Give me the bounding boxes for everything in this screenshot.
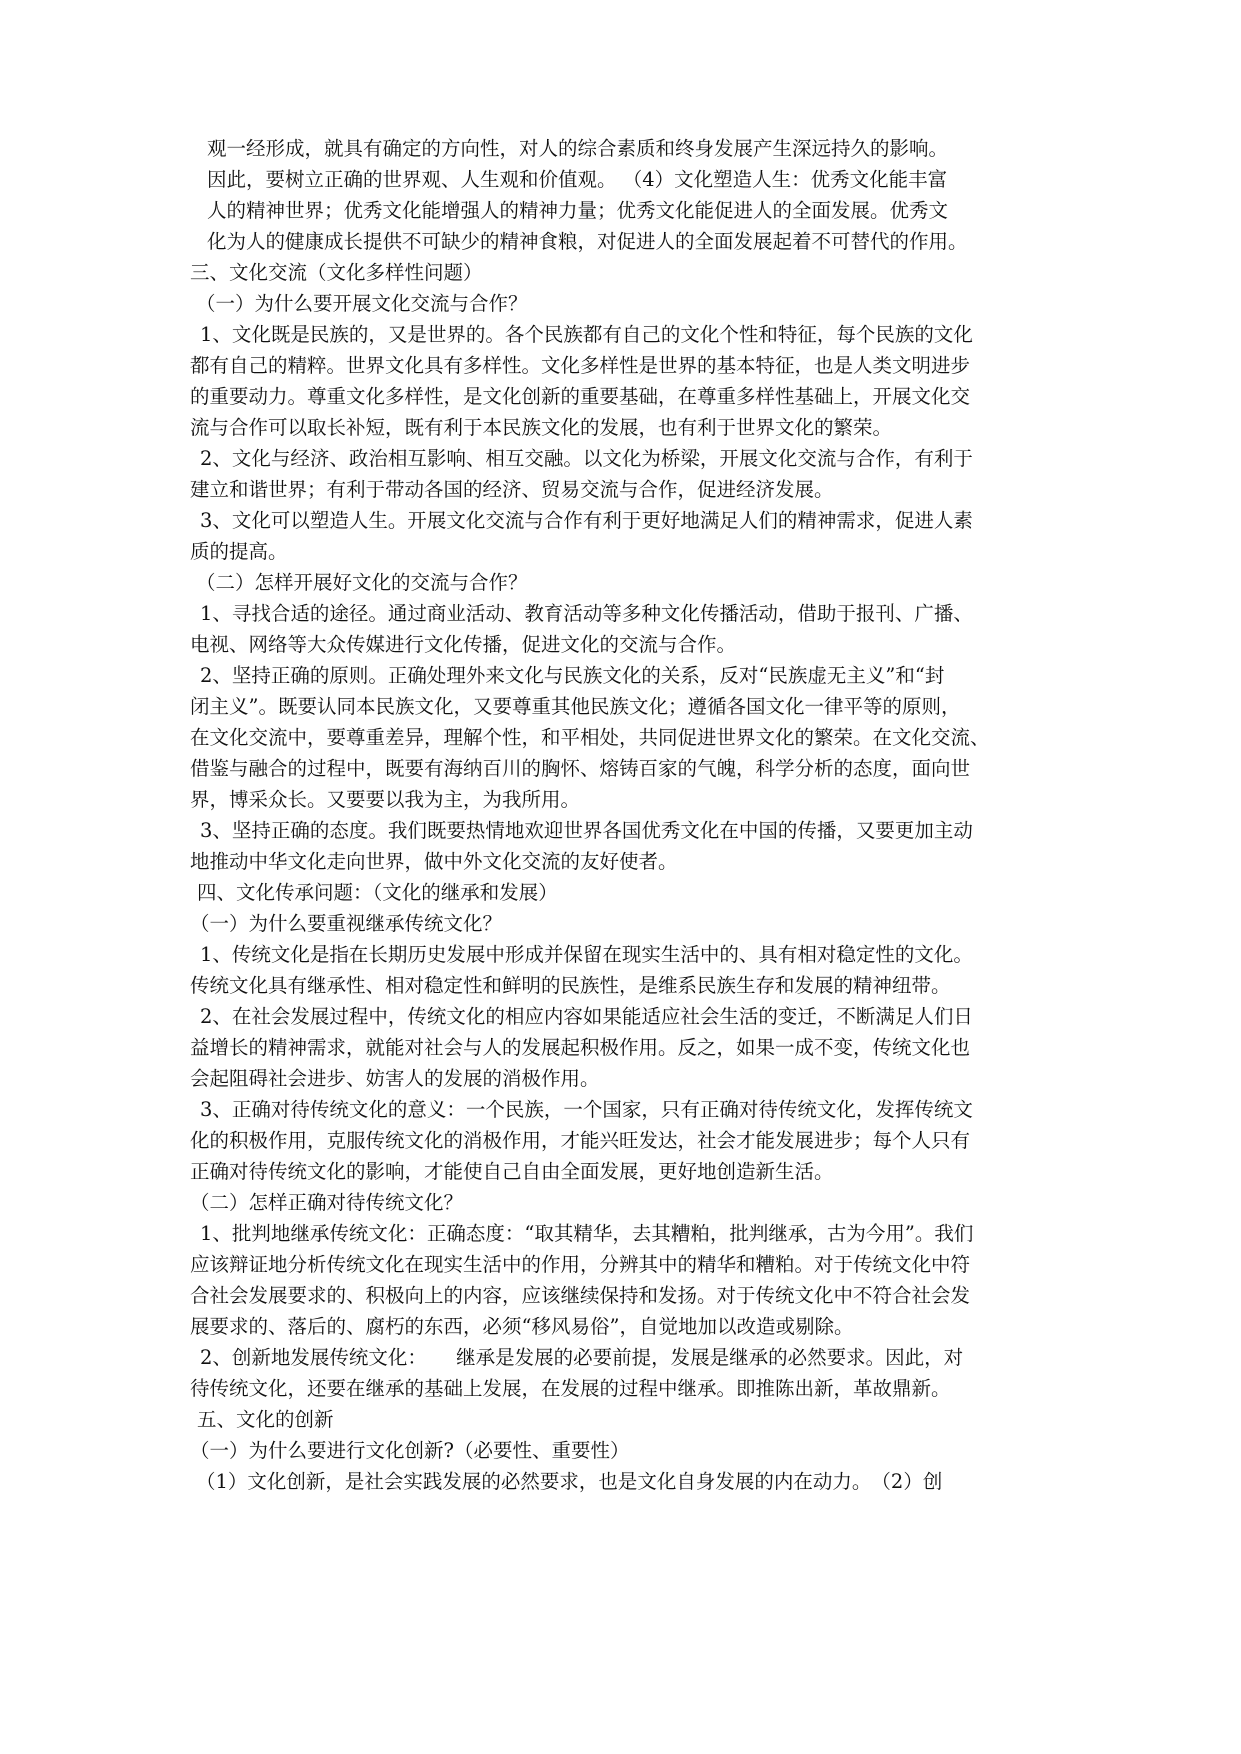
subsection-heading: （一）为什么要进行文化创新?（必要性、重要性）	[190, 1439, 630, 1462]
text-line: 质的提高。	[190, 540, 288, 563]
text-line: 1、寻找合适的途径。通过商业活动、教育活动等多种文化传播活动，借助于报刊、广播、	[200, 602, 973, 625]
text-line: 观一经形成，就具有确定的方向性，对人的综合素质和终身发展产生深远持久的影响。	[207, 137, 949, 160]
subsection-heading: （二）怎样正确对待传统文化？	[190, 1191, 464, 1214]
subsection-heading: （一）为什么要开展文化交流与合作？	[196, 292, 528, 315]
text-line: 展要求的、落后的、腐朽的东西，必须“移风易俗”，自觉地加以改造或剔除。	[190, 1315, 854, 1338]
section-heading: 四、文化传承问题：（文化的继承和发展）	[197, 881, 558, 904]
text-line: 2、创新地发展传统文化： 继承是发展的必要前提，发展是继承的必然要求。因此，对	[200, 1346, 964, 1369]
text-line: 的重要动力。尊重文化多样性，是文化创新的重要基础，在尊重多样性基础上，开展文化交	[190, 385, 971, 408]
text-line: 界，博采众长。又要要以我为主，为我所用。	[190, 788, 581, 811]
text-line: 1、传统文化是指在长期历史发展中形成并保留在现实生活中的、具有相对稳定性的文化。	[200, 943, 973, 966]
text-line: 闭主义”。既要认同本民族文化，又要尊重其他民族文化；遵循各国文化一律平等的原则，	[190, 695, 961, 718]
text-line: 因此，要树立正确的世界观、人生观和价值观。 （4）文化塑造人生：优秀文化能丰富	[207, 168, 948, 191]
text-line: 3、正确对待传统文化的意义：一个民族，一个国家，只有正确对待传统文化，发挥传统文	[200, 1098, 973, 1121]
text-line: 在文化交流中，要尊重差异，理解个性，和平相处，共同促进世界文化的繁荣。在文化交流、	[190, 726, 990, 749]
text-line: 人的精神世界；优秀文化能增强人的精神力量；优秀文化能促进人的全面发展。优秀文	[207, 199, 949, 222]
text-line: 化的积极作用，克服传统文化的消极作用，才能兴旺发达，社会才能发展进步；每个人只有	[190, 1129, 971, 1152]
text-line: 正确对待传统文化的影响，才能使自己自由全面发展，更好地创造新生活。	[190, 1160, 834, 1183]
text-line: 1、文化既是民族的，又是世界的。各个民族都有自己的文化个性和特征，每个民族的文化	[200, 323, 973, 346]
text-line: 借鉴与融合的过程中，既要有海纳百川的胸怀、熔铸百家的气魄，科学分析的态度，面向世	[190, 757, 971, 780]
text-line: 流与合作可以取长补短，既有利于本民族文化的发展，也有利于世界文化的繁荣。	[190, 416, 893, 439]
text-line: 建立和谐世界；有利于带动各国的经济、贸易交流与合作，促进经济发展。	[190, 478, 834, 501]
text-line: 待传统文化，还要在继承的基础上发展，在发展的过程中继承。即推陈出新，革故鼎新。	[190, 1377, 951, 1400]
text-line: 2、文化与经济、政治相互影响、相互交融。以文化为桥梁，开展文化交流与合作，有利于	[200, 447, 973, 470]
text-line: 3、文化可以塑造人生。开展文化交流与合作有利于更好地满足人们的精神需求，促进人素	[200, 509, 973, 532]
text-line: （1）文化创新，是社会实践发展的必然要求，也是文化自身发展的内在动力。 （2）创	[196, 1470, 943, 1493]
text-line: 2、在社会发展过程中，传统文化的相应内容如果能适应社会生活的变迁，不断满足人们日	[200, 1005, 973, 1028]
subsection-heading: （二）怎样开展好文化的交流与合作？	[196, 571, 528, 594]
text-line: 2、坚持正确的原则。正确处理外来文化与民族文化的关系，反对“民族虚无主义”和“封	[200, 664, 945, 687]
text-line: 会起阻碍社会进步、妨害人的发展的消极作用。	[190, 1067, 600, 1090]
text-line: 都有自己的精粹。世界文化具有多样性。文化多样性是世界的基本特征，也是人类文明进步	[190, 354, 971, 377]
text-line: 合社会发展要求的、积极向上的内容，应该继续保持和发扬。对于传统文化中不符合社会发	[190, 1284, 971, 1307]
text-line: 益增长的精神需求，就能对社会与人的发展起积极作用。反之，如果一成不变，传统文化也	[190, 1036, 971, 1059]
section-heading: 五、文化的创新	[197, 1408, 334, 1431]
subsection-heading: （一）为什么要重视继承传统文化？	[190, 912, 503, 935]
text-line: 1、批判地继承传统文化：正确态度：“取其精华，去其糟粕，批判继承，古为今用”。我们	[200, 1222, 974, 1245]
text-line: 电视、网络等大众传媒进行文化传播，促进文化的交流与合作。	[190, 633, 737, 656]
text-line: 传统文化具有继承性、相对稳定性和鲜明的民族性，是维系民族生存和发展的精神纽带。	[190, 974, 951, 997]
text-line: 地推动中华文化走向世界，做中外文化交流的友好使者。	[190, 850, 678, 873]
section-heading: 三、文化交流（文化多样性问题）	[190, 261, 483, 284]
text-line: 3、坚持正确的态度。我们既要热情地欢迎世界各国优秀文化在中国的传播，又要更加主动	[200, 819, 973, 842]
text-line: 化为人的健康成长提供不可缺少的精神食粮，对促进人的全面发展起着不可替代的作用。	[207, 230, 968, 253]
text-line: 应该辩证地分析传统文化在现实生活中的作用，分辨其中的精华和糟粕。对于传统文化中符	[190, 1253, 971, 1276]
